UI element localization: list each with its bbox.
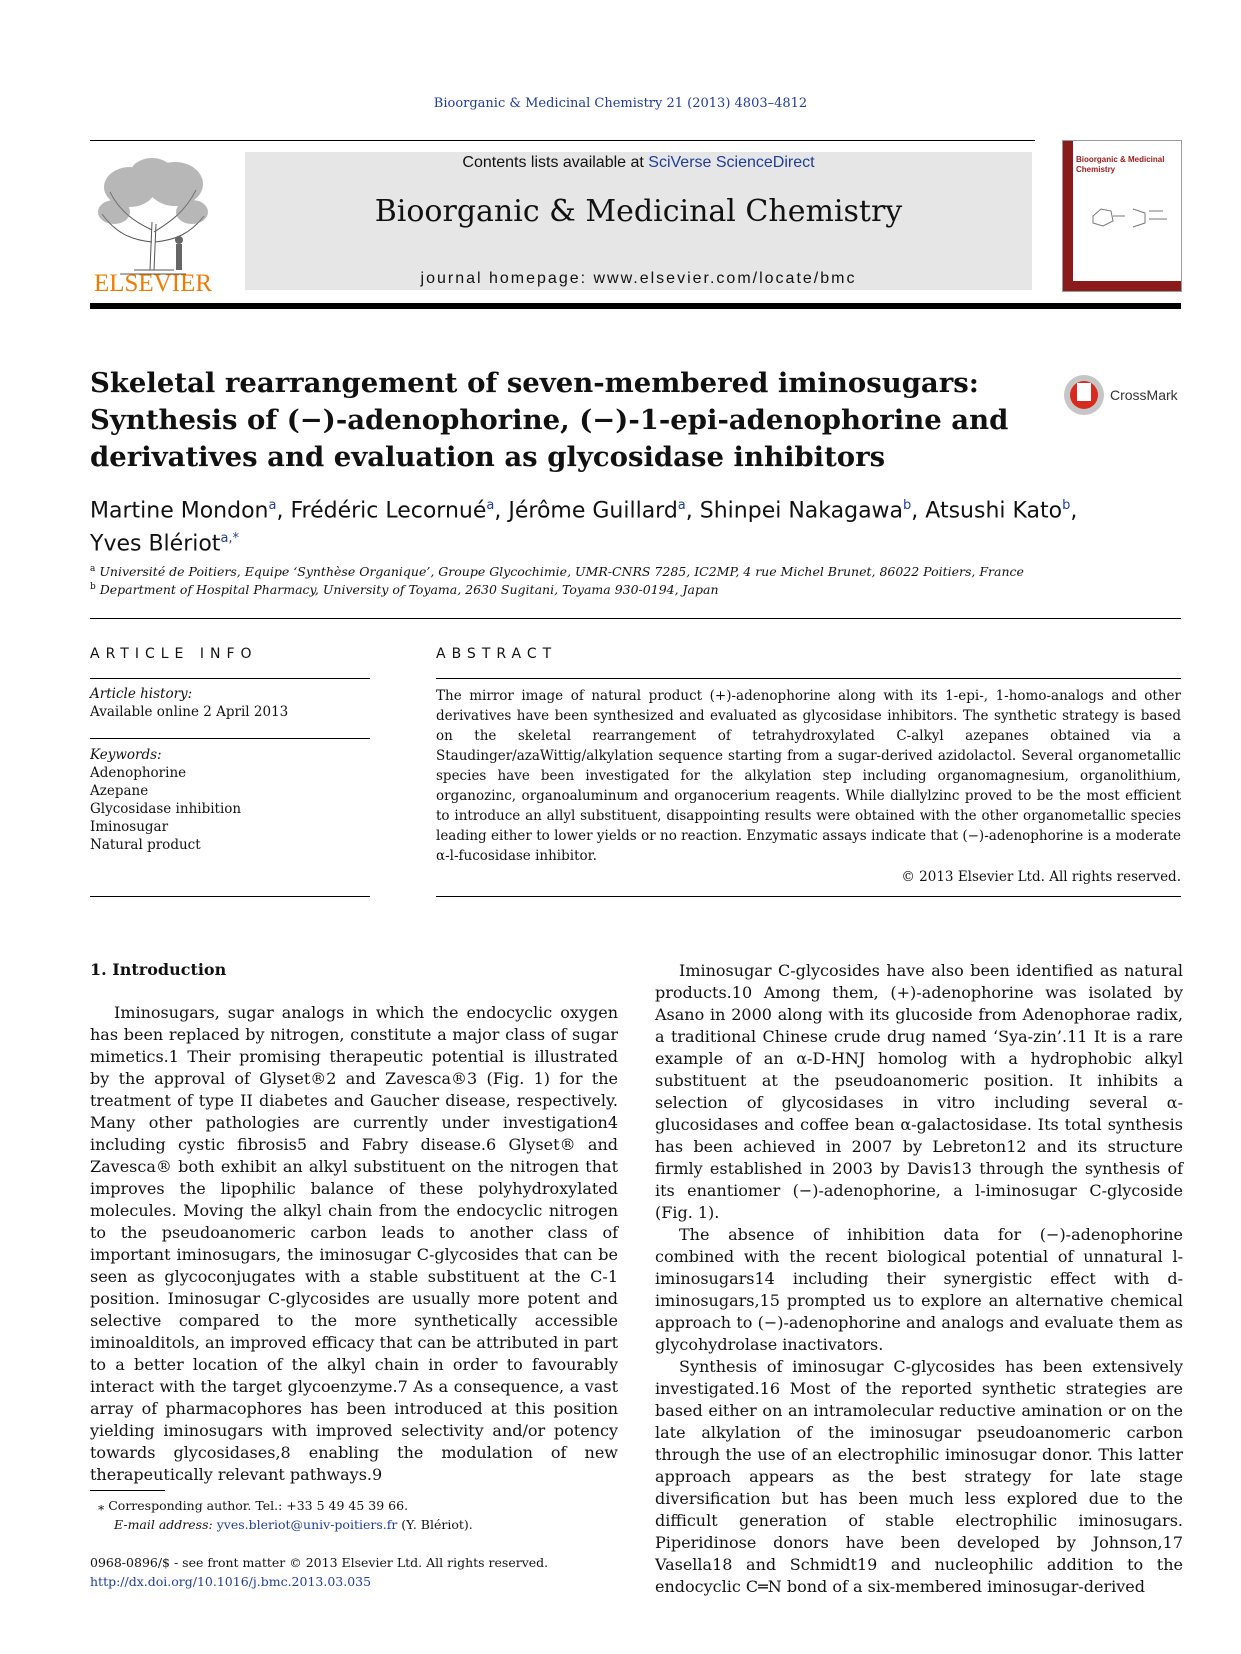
journal-banner (245, 152, 1032, 290)
cover-title: Bioorganic & Medicinal Chemistry (1076, 155, 1165, 174)
elsevier-wordmark[interactable]: ELSEVIER (93, 270, 213, 297)
journal-name: Bioorganic & Medicinal Chemistry (374, 194, 903, 229)
cover-structure-icon (1083, 201, 1173, 231)
crossmark-label: CrossMark (1110, 387, 1178, 403)
author-affiliation-marker[interactable]: a (486, 498, 495, 513)
corresponding-author-note: ⁎ Corresponding author. Tel.: +33 5 49 45 39 66. (98, 1498, 409, 1513)
author-affiliation-marker[interactable]: b (1062, 498, 1071, 513)
keyword: Adenophorine (90, 765, 187, 781)
email-label: E-mail address: (114, 1517, 217, 1532)
author-name[interactable]: Shinpei Nakagawa (699, 498, 904, 524)
cover-footer (1073, 281, 1181, 291)
affiliation-rule (90, 618, 1181, 619)
abstract-bottom-rule (436, 896, 1181, 897)
section-heading: 1. Introduction (90, 960, 227, 979)
keyword: Azepane (90, 783, 149, 799)
journal-homepage[interactable]: journal homepage: www.elsevier.com/locate/bmc (420, 270, 857, 287)
author-name[interactable]: Yves Blériot (90, 531, 221, 557)
author-name[interactable]: Martine Mondon (90, 498, 269, 524)
affiliation-marker: a (90, 564, 96, 574)
body-paragraph: Synthesis of iminosugar C-glycosides has been extensively investigated.16 Most of the reported synthetic strategies are based either on an intramolecular reductive amination or on the late alkylation of the iminosugar pseudoanomeric carbon through the use of an electrophilic iminosugar donor. This latter approach appears as the best strategy for late stage diversification but has been much less explored due to the difficult generation of stable electrophilic iminosugars. Piperidinose donors have been developed by Johnson,17 Vasella18 and Schmidt19 and nucleophilic addition to the endocyclic C═N bond of a six-membered iminosugar-derived (655, 1357, 1183, 1596)
crossmark-badge[interactable] (1064, 375, 1184, 420)
email-suffix: (Y. Blériot). (397, 1517, 473, 1532)
affiliation-marker: b (90, 582, 96, 592)
keyword: Glycosidase inhibition (90, 801, 242, 817)
author-affiliation-marker[interactable]: a (268, 498, 277, 513)
author-name[interactable]: Frédéric Lecornué (290, 498, 487, 524)
history-label: Article history: (90, 686, 193, 702)
author-affiliation-marker[interactable]: b (903, 498, 912, 513)
history-value: Available online 2 April 2013 (90, 704, 289, 720)
keyword: Natural product (90, 837, 201, 853)
abstract-copyright: © 2013 Elsevier Ltd. All rights reserved. (901, 869, 1181, 885)
contents-prefix: Contents lists available at (462, 154, 649, 171)
sciencedirect-link[interactable]: SciVerse ScienceDirect (648, 154, 815, 171)
body-paragraph: Iminosugar C-glycosides have also been identified as natural products.10 Among them, (+)-adenophorine was isolated by Asano in 2000 along with its glucoside from Adenophorae radix, a traditional Chinese crude drug named ‘Sya-zin’.11 It is a rare example of an α-D-HNJ homolog with a hydrophobic alkyl substituent at the pseudoanomeric position. It inhibits a selection of glycosidases in vitro including several α-glucosidases and coffee bean α-galactosidase. Its total synthesis has been achieved in 2007 by Lebreton12 and its structure firmly established in 2003 by Davis13 through the synthesis of its enantiomer (−)-adenophorine, a l-iminosugar C-glycoside (Fig. 1). (655, 961, 1183, 1222)
author-name[interactable]: Jérôme Guillard (508, 498, 678, 524)
article-title: Skeletal rearrangement of seven-membered iminosugars: Synthesis of (−)-adenophorine, (−)-1-epi-adenophorine and derivatives and evaluation as glycosidase inhibitors (90, 367, 1009, 473)
affiliation-a (90, 564, 1024, 579)
author-affiliation-marker[interactable]: a,* (220, 531, 240, 547)
footnote-rule (90, 1490, 165, 1491)
journal-cover-thumbnail[interactable] (1062, 140, 1182, 292)
abstract-rule (436, 678, 1181, 679)
author-list: Martine Mondon$^a$, Frédéric Lecornué$^a$, Jérôme Guillard$^a$, Shinpei Nakagawa$^b$, Atsushi Kato$^b$, Yves Blériot$^{a,*}$ (90, 498, 1078, 557)
keywords-label: Keywords: (90, 747, 162, 763)
article-info-rule (90, 678, 370, 679)
affiliation-text: Department of Hospital Pharmacy, University of Toyama, 2630 Sugitani, Toyama 930-0194, Japan (99, 582, 719, 598)
keyword: Iminosugar (90, 819, 169, 835)
history-rule (90, 738, 370, 739)
author-affiliation-marker[interactable]: a (677, 498, 686, 513)
affiliation-b (90, 582, 719, 597)
body-paragraph: The absence of inhibition data for (−)-adenophorine combined with the recent biological potential of unnatural l-iminosugars14 including their synergistic effect with d-iminosugars,15 prompted us to explore an alternative chemical approach to (−)-adenophorine and analogs and evaluate them as glycohydrolase inactivators. (655, 1225, 1183, 1354)
right-column (655, 960, 1183, 1598)
header-thick-rule (90, 303, 1181, 309)
contents-line (245, 154, 1032, 172)
left-column (90, 1002, 618, 1486)
cover-spine (1063, 141, 1073, 291)
email-note (114, 1515, 473, 1534)
header-top-rule (90, 140, 1035, 141)
issn-line: 0968-0896/$ - see front matter © 2013 Elsevier Ltd. All rights reserved. (90, 1555, 549, 1570)
journal-citation[interactable]: Bioorganic & Medicinal Chemistry 21 (2013) 4803–4812 (433, 96, 808, 111)
doi-link[interactable]: http://dx.doi.org/10.1016/j.bmc.2013.03.035 (90, 1574, 372, 1589)
email-link[interactable]: yves.bleriot@univ-poitiers.fr (216, 1517, 398, 1532)
article-info-heading: ARTICLE INFO (90, 646, 258, 662)
article-info-bottom-rule (90, 896, 370, 897)
body-paragraph: Iminosugars, sugar analogs in which the endocyclic oxygen has been replaced by nitrogen, constitute a major class of sugar mimetics.1 Their promising therapeutic potential is illustrated by the approval of Glyset®2 and Zavesca®3 (Fig. 1) for the treatment of type II diabetes and Gaucher disease, respectively. Many other pathologies are currently under investigation4 including cystic fibrosis5 and Fabry disease.6 Glyset® and Zavesca® both exhibit an alkyl substituent on the nitrogen that improves the lipophilic balance of these polyhydroxylated molecules. Moving the alkyl chain from the endocyclic nitrogen to the pseudoanomeric carbon leads to another class of important iminosugars, the iminosugar C-glycosides that can be seen as glycoconjugates with a stable substituent at the C-1 position. Iminosugar C-glycosides are usually more potent and selective compared to the more synthetically accessible iminoalditols, an improved efficacy that can be attributed in part to a better location of the alkyl chain in order to favourably interact with the target glycoenzyme.7 As a consequence, a vast array of pharmacophores has been introduced at this position yielding iminosugars with improved selectivity and/or potency towards glycosidases,8 enabling the modulation of new therapeutically relevant pathways.9 (90, 1003, 618, 1484)
affiliation-text: Université de Poitiers, Equipe ‘Synthèse Organique’, Groupe Glycochimie, UMR-CNRS 7285, IC2MP, 4 rue Michel Brunet, 86022 Poitiers, France (99, 564, 1024, 580)
author-name[interactable]: Atsushi Kato (925, 498, 1063, 524)
abstract-heading: ABSTRACT (436, 646, 558, 662)
abstract-text: The mirror image of natural product (+)-adenophorine along with its 1-epi-, 1-homo-analogs and other derivatives have been synthesized and evaluated as glycosidase inhibitors. The synthetic strategy is based on the skeletal rearrangement of tetrahydroxylated C-alkyl azepanes obtained via a Staudinger/azaWittig/alkylation sequence starting from a sugar-derived azidolactol. Several organometallic species have been investigated for the alkylation step including organomagnesium, organolithium, organozinc, organoaluminum and organocerium reagents. While diallylzinc proved to be the most efficient to introduce an allyl substituent, disappointing results were obtained with the other organometallic species leading either to lower yields or no reaction. Enzymatic assays indicate that (−)-adenophorine is a moderate α-l-fucosidase inhibitor. (436, 688, 1181, 864)
bookmark-icon (1077, 383, 1091, 401)
